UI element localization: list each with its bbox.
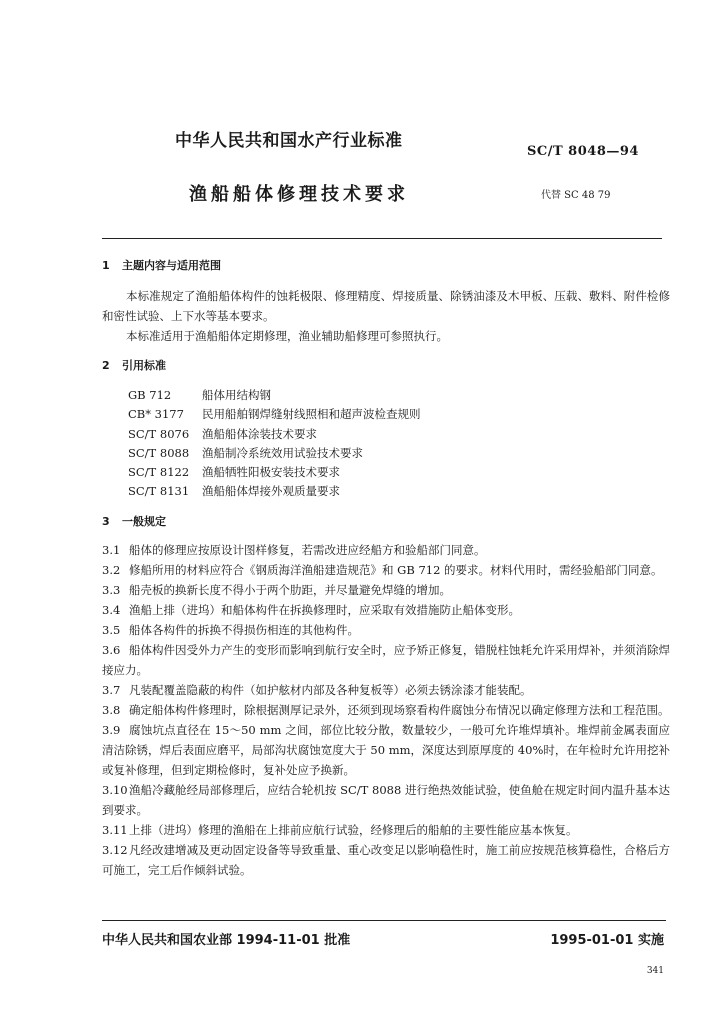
- clause: [102, 620, 670, 640]
- reference-item: [102, 405, 670, 424]
- reference-name: 渔船制冷系统效用试验技术要求: [202, 445, 363, 460]
- approval-note: 中华人民共和国农业部 1994-11-01 批准: [102, 933, 351, 948]
- reference-item: [102, 463, 670, 482]
- clause-number: 3.9: [102, 722, 121, 737]
- clause-text: 渔船冷藏舱经局部修理后，应结合轮机按 SC/T 8088 进行绝热效能试验，使鱼舱在规定时间内温升基本达到要求。: [102, 782, 670, 817]
- clause-text: 凡经改建增减及更动固定设备等导致重量、重心改变足以影响稳性时，施工前应按规范核算稳性，合格后方可施工，完工后作倾斜试验。: [102, 842, 670, 877]
- replaces-note: 代替 SC 48 79: [541, 190, 611, 201]
- clause: [102, 840, 670, 880]
- clause: [102, 600, 670, 620]
- clause-number: 3.10: [102, 782, 128, 797]
- reference-item: [102, 386, 670, 405]
- clause-number: 3.3: [102, 582, 121, 597]
- clause-text: 船体构件因受外力产生的变形而影响到航行安全时，应予矫正修复，错脱柱蚀耗允许采用焊补，并须消除焊接应力。: [102, 642, 670, 677]
- standard-category: 中华人民共和国水产行业标准: [175, 131, 403, 151]
- reference-name: 船体用结构钢: [202, 388, 271, 402]
- clause-text: 腐蚀坑点直径在 15～50 mm 之间，部位比较分散，数量较少，一般可允许堆焊填补。堆焊前金属表面应清洁除锈，焊后表面应磨平，局部沟状腐蚀宽度大于 50 mm，深度达到原厚度的 40%时，在年检时允许用挖补或复补修理，但到定期检修时，复补处应予换新。: [102, 722, 670, 777]
- reference-name: 渔船船体焊接外观质量要求: [202, 484, 340, 499]
- reference-item: [102, 425, 670, 444]
- clause-number: 3.8: [102, 702, 121, 717]
- clause-text: 渔船上排（进坞）和船体构件在拆换修理时，应采取有效措施防止船体变形。: [129, 602, 520, 617]
- clause-text: 凡装配覆盖隐蔽的构件（如护舷材内部及各种复板等）必须去锈涂漆才能装配。: [129, 682, 532, 697]
- clause-text: 确定船体构件修理时，除根据测厚记录外，还须到现场察看构件腐蚀分布情况以确定修理方法和工程范围。: [129, 702, 670, 717]
- section-number: 2: [102, 359, 110, 372]
- reference-item: [102, 444, 670, 463]
- clause: [102, 820, 670, 840]
- clause: [102, 680, 670, 700]
- clause: [102, 780, 670, 820]
- section-1-heading: [102, 256, 670, 276]
- clause: [102, 640, 670, 680]
- clause-number: 3.6: [102, 642, 121, 657]
- reference-item: [102, 482, 670, 501]
- clause-text: 船壳板的换新长度不得小于两个肋距，并尽量避免焊缝的增加。: [129, 582, 451, 597]
- reference-code: SC/T 8076: [128, 426, 190, 441]
- section-title: 主题内容与适用范围: [122, 259, 221, 272]
- clause: [102, 540, 670, 560]
- standard-code: SC/T 8048—94: [527, 144, 639, 159]
- clause-number: 3.12: [102, 842, 128, 857]
- clause-number: 3.2: [102, 562, 121, 577]
- header-rule: [102, 238, 662, 239]
- section-number: 3: [102, 514, 110, 528]
- reference-code: GB 712: [128, 388, 172, 402]
- reference-code: SC/T 8088: [128, 445, 190, 460]
- clause-text: 修船所用的材料应符合《钢质海洋渔船建造规范》和 GB 712 的要求。材料代用时，需经验船部门同意。: [129, 562, 663, 577]
- effective-date: 1995-01-01 实施: [550, 933, 664, 948]
- footer-rule: [102, 920, 666, 921]
- section-2-heading: [102, 356, 670, 376]
- clause-number: 3.7: [102, 682, 121, 697]
- document-body: [102, 256, 670, 880]
- document-title: 渔船船体修理技术要求: [189, 184, 409, 205]
- clause: [102, 560, 670, 580]
- clause: [102, 700, 670, 720]
- section-1-paragraph: 本标准规定了渔船船体构件的蚀耗极限、修理精度、焊接质量、除锈油漆及木甲板、压载、敷料、附件检修和密性试验、上下水等基本要求。: [102, 289, 670, 323]
- section-title: 引用标准: [122, 359, 166, 372]
- section-title: 一般规定: [122, 514, 166, 528]
- reference-code: SC/T 8131: [128, 484, 190, 499]
- clause: [102, 580, 670, 600]
- reference-name: 民用船舶钢焊缝射线照相和超声波检查规则: [202, 407, 421, 422]
- clause-number: 3.4: [102, 602, 121, 617]
- clause-number: 3.11: [102, 822, 128, 837]
- section-3-heading: [102, 512, 670, 532]
- clause-number: 3.1: [102, 542, 121, 557]
- reference-code: SC/T 8122: [128, 465, 190, 480]
- page-number: 341: [646, 966, 664, 976]
- clause-text: 船体的修理应按原设计图样修复，若需改进应经船方和验船部门同意。: [129, 542, 486, 557]
- reference-code: CB* 3177: [128, 407, 184, 422]
- clause-text: 船体各构件的拆换不得损伤相连的其他构件。: [129, 622, 359, 637]
- clause-text: 上排（进坞）修理的渔船在上排前应航行试验，经修理后的船舶的主要性能应基本恢复。: [129, 822, 578, 837]
- section-number: 1: [102, 259, 110, 272]
- clause: [102, 720, 670, 780]
- reference-name: 渔船牺牲阳极安装技术要求: [202, 465, 340, 480]
- clause-number: 3.5: [102, 622, 121, 637]
- section-1-paragraph: 本标准适用于渔船船体定期修理，渔业辅助船修理可参照执行。: [126, 329, 448, 343]
- reference-name: 渔船船体涂装技术要求: [202, 426, 317, 441]
